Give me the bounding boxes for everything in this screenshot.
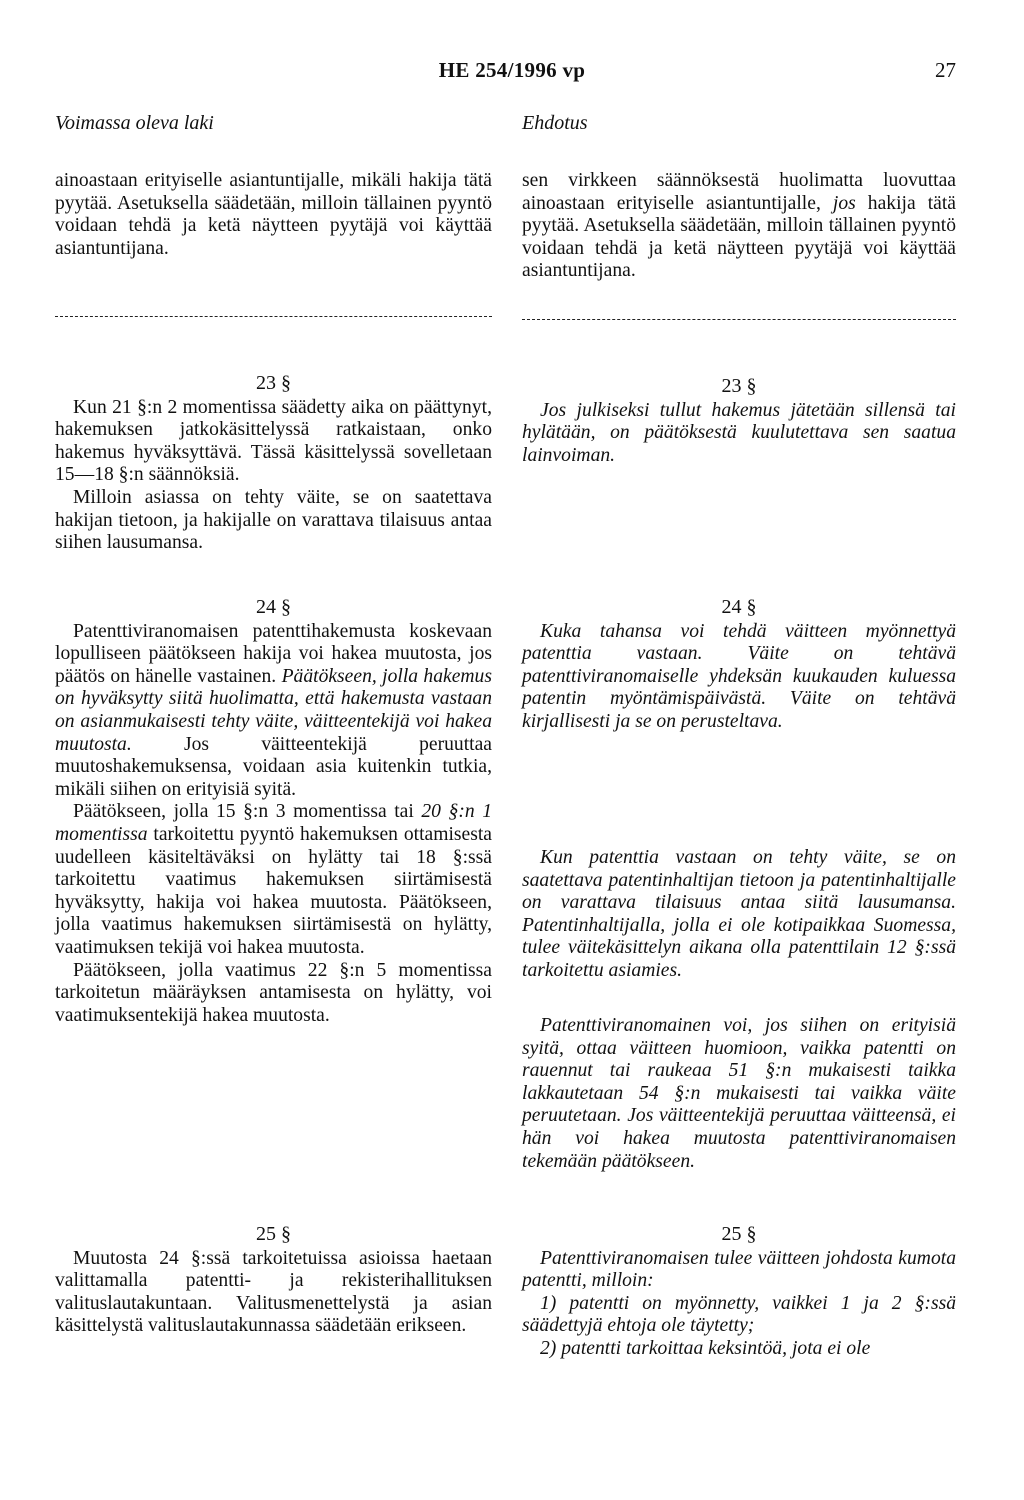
right-section-23-paragraph-1: Jos julkiseksi tullut hakemus jätetään sillensä tai hylätään, on päätöksestä kuulutettava sen saatua lainvoiman.	[522, 399, 956, 466]
right-section-24-paragraph-2: Kun patenttia vastaan on tehty väite, se on saatettava patentinhaltijan tietoon ja patentinhaltijalle on varattava tilaisuus antaa siitä lausumansa. Patentinhaltijalla, jolla ei ole kotipaikkaa Suomessa, tulee väitekäsittelyn aikana olla patenttilain 12 §:ssä tarkoitettu asiamies.	[522, 847, 956, 981]
right-section-24-paragraph-1: Kuka tahansa voi tehdä väitteen myönnettyä patenttia vastaan. Väite on tehtävä patenttiviranomaiselle yhdeksän kuukauden kuluessa patentin myöntämispäivästä. Väite on tehtävä kirjallisesti ja se on perusteltava.	[522, 620, 956, 732]
page-header	[0, 58, 1024, 88]
right-section-24-paragraph-3: Patenttiviranomainen voi, jos siihen on erityisiä syitä, ottaa väitteen huomioon, vaikka patentti on rauennut tai raukeaa 51 §:n mukaisesti taikka lakkautetaan 54 §:n mukaisesti tai vaikka väite peruutetaan. Jos väitteentekijä peruuttaa väitteensä, ei hän voi hakea muutosta patenttiviranomaisen tekemään päätökseen.	[522, 1015, 956, 1172]
left-column-heading: Voimassa oleva laki	[55, 112, 214, 134]
left-section-24-paragraph-3: Päätökseen, jolla vaatimus 22 §:n 5 momentissa tarkoitetun määräyksen antamisesta on hylätty, voi vaatimuksentekijä hakea muutosta.	[55, 959, 492, 1026]
right-section-24-number: 24 §	[721, 596, 757, 618]
page-number: 27	[935, 58, 956, 82]
left-carryover-text	[55, 170, 492, 260]
left-section-23-number: 23 §	[256, 372, 291, 394]
document-id: HE 254/1996 vp	[438, 58, 586, 82]
right-carryover-paragraph: sen virkkeen säännöksestä huolimatta luovuttaa ainoastaan erityiselle asiantuntijalle, jos hakija tätä pyytää. Asetuksella säädetään, milloin tällainen pyyntö voidaan tehdä ja ketä näytteen pyytäjä voi käyttää asiantuntijana.	[522, 170, 957, 282]
left-section-24-paragraph-2: Päätökseen, jolla 15 §:n 3 momentissa tai 20 §:n 1 momentissa tarkoitettu pyyntö hakemuksen ottamisesta uudelleen käsiteltäväksi on hylätty tai 18 §:ssä tarkoitettu vaatimus hakemuksen siirtämisestä hyväksytty, hakija voi hakea muutosta. Päätökseen, jolla vaatimus hakemuksen siirtämisestä on hylätty, vaatimuksen tekijä voi hakea muutosta.	[55, 801, 492, 958]
right-column-heading: Ehdotus	[522, 112, 588, 134]
right-section-25-item-1: 1) patentti on myönnetty, vaikkei 1 ja 2 §:ssä säädettyjä ehtoja ole täytetty;	[522, 1292, 956, 1337]
right-section-23	[522, 375, 956, 467]
left-section-25-paragraph-1: Muutosta 24 §:ssä tarkoitetuissa asioissa haetaan valittamalla patentti- ja rekisterihallituksen valituslautakuntaan. Valitusmenettelystä ja asian käsittelystä valituslautakunnassa säädetään erikseen.	[55, 1247, 492, 1337]
right-section-24-final	[522, 1015, 956, 1173]
left-section-24-paragraph-1: Patenttiviranomaisen patenttihakemusta koskevaan lopulliseen päätökseen hakija voi hakea muutosta, jos päätös on hänelle vastainen. Päätökseen, jolla hakemus on hyväksytty siitä huolimatta, että hakemusta vastaan on asianmukaisesti tehty väite, väitteentekijä voi hakea muutosta. Jos väitteentekijä peruuttaa muutoshakemuksensa, voidaan asia kuitenkin tutkia, mikäli siihen on erityisiä syitä.	[55, 620, 492, 800]
right-section-24	[522, 596, 956, 734]
right-section-24-continued	[522, 847, 956, 983]
right-section-25	[522, 1223, 956, 1361]
left-section-25	[55, 1223, 492, 1338]
left-section-24-number: 24 §	[256, 596, 291, 618]
left-section-23-paragraph-1: Kun 21 §:n 2 momentissa säädetty aika on päättynyt, hakemuksen jatkokäsittelyssä ratkaistaan, onko hakemus hyväksyttävä. Tässä käsittelyssä sovelletaan 15—18 §:n säännöksiä.	[55, 396, 492, 486]
right-carryover-text	[522, 170, 956, 283]
right-section-23-number: 23 §	[721, 375, 757, 397]
left-section-separator	[55, 316, 492, 317]
right-section-separator	[522, 319, 956, 320]
right-section-25-paragraph-1: Patenttiviranomaisen tulee väitteen johdosta kumota patentti, milloin:	[522, 1247, 956, 1292]
right-section-25-number: 25 §	[721, 1223, 757, 1245]
left-section-24	[55, 596, 492, 1027]
left-section-23-paragraph-2: Milloin asiassa on tehty väite, se on saatettava hakijan tietoon, ja hakijalle on varattava tilaisuus antaa siihen lausumansa.	[55, 486, 492, 554]
right-section-25-item-2: 2) patentti tarkoittaa keksintöä, jota ei ole	[540, 1337, 871, 1359]
left-section-23	[55, 372, 492, 555]
left-section-25-number: 25 §	[256, 1223, 291, 1245]
left-carryover-paragraph: ainoastaan erityiselle asiantuntijalle, mikäli hakija tätä pyytää. Asetuksella säädetään, milloin tällainen pyyntö voidaan tehdä ja ketä näytteen pyytäjä voi käyttää asiantuntijana.	[55, 170, 492, 259]
